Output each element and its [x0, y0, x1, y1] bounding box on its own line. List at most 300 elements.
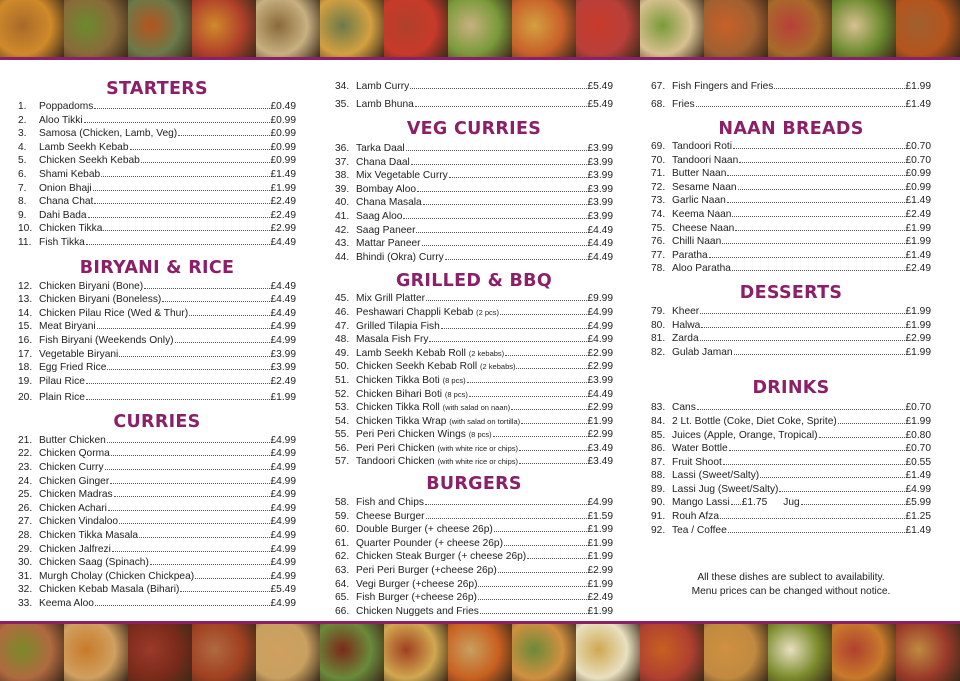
menu-item: [335, 360, 613, 374]
dot-leader: [445, 258, 587, 260]
dot-leader: [105, 468, 270, 470]
dot-leader: [410, 87, 586, 89]
item-number: 52.: [335, 388, 350, 400]
item-name: Juices (Apple, Orange, Tropical): [672, 429, 818, 441]
menu-item: [18, 154, 296, 168]
item-price: £1.99: [905, 236, 931, 248]
dot-leader: [480, 612, 587, 614]
price-change-note: Menu prices can be changed without notice.: [691, 586, 891, 598]
item-number: 63.: [335, 565, 350, 577]
menu-item: [651, 483, 931, 497]
item-price: £2.49: [270, 375, 296, 387]
dot-leader: [519, 462, 586, 464]
menu-item: [651, 456, 931, 470]
dot-leader: [527, 557, 586, 559]
item-number: 33.: [18, 598, 33, 609]
item-price: £1.99: [270, 392, 296, 404]
menu-item: [18, 461, 296, 475]
item-price: £4.49: [270, 307, 296, 319]
dot-leader: [88, 216, 270, 218]
food-photo-strip-bottom: [0, 621, 960, 681]
item-number: 34.: [335, 81, 350, 92]
menu-item: [18, 556, 296, 570]
item-name: Plain Rice: [39, 392, 85, 404]
menu-item: [335, 578, 613, 592]
item-number: 13.: [18, 294, 33, 306]
item-price: £1.99: [587, 524, 613, 536]
menu-item: [651, 181, 931, 195]
menu-item: [335, 96, 613, 114]
item-price: £0.99: [270, 114, 296, 126]
dot-leader: [150, 563, 270, 565]
menu-item: [651, 222, 931, 236]
item-number: 41.: [335, 210, 350, 222]
item-price: £2.99: [587, 429, 613, 441]
item-name: Chicken Biryani (Bone): [39, 280, 144, 292]
item-price: £3.99: [587, 170, 613, 182]
dot-leader: [112, 550, 270, 552]
drinks-list-b: [651, 510, 931, 537]
item-note: (with salad on naan): [442, 403, 511, 413]
item-name: Paratha: [672, 249, 708, 261]
menu-item: [18, 475, 296, 489]
food-photo: [896, 624, 960, 681]
item-name: Cans: [672, 402, 696, 414]
item-name: Meat Biryani: [39, 321, 96, 333]
dot-leader: [93, 189, 270, 191]
desserts-list: [651, 305, 931, 359]
menu-item: [335, 196, 613, 210]
dot-leader: [411, 163, 587, 165]
menu-item: [18, 434, 296, 448]
menu-item: [18, 375, 296, 389]
dot-leader: [696, 105, 905, 107]
item-number: 42.: [335, 224, 350, 236]
item-price: £0.55: [905, 456, 931, 468]
item-price: £0.99: [270, 155, 296, 167]
item-price: £3.99: [270, 362, 296, 374]
item-price: £1.49: [270, 168, 296, 180]
item-name: Chicken Tikka Roll (with salad on naan): [356, 402, 511, 414]
item-name: Murgh Cholay (Chicken Chickpea): [39, 570, 195, 582]
menu-item: [18, 114, 296, 128]
food-photo: [576, 624, 640, 681]
curries-list-continued: [335, 78, 613, 114]
item-price: £1.99: [905, 346, 931, 358]
menu-item: [335, 605, 613, 619]
item-number: 58.: [335, 497, 350, 509]
dot-leader: [95, 604, 270, 606]
item-price: £4.99: [270, 557, 296, 569]
item-number: 22.: [18, 448, 33, 460]
item-price: £2.99: [587, 402, 613, 414]
item-price: £3.99: [587, 197, 613, 209]
item-name: Butter Naan: [672, 168, 727, 180]
dot-leader: [732, 269, 905, 271]
item-number: 3.: [18, 128, 27, 140]
item-name: Samosa (Chicken, Lamb, Veg): [39, 128, 178, 140]
menu-item: [651, 415, 931, 429]
item-number: 84.: [651, 415, 666, 427]
item-name: Zarda: [672, 333, 699, 345]
item-name: Chicken Jalfrezi: [39, 543, 111, 555]
dot-leader: [108, 509, 270, 511]
item-number: 18.: [18, 362, 33, 374]
item-note: (8 pcs): [468, 430, 492, 440]
item-price: £1.49: [905, 249, 931, 261]
menu-item: [335, 292, 613, 306]
grilled-list: [335, 292, 613, 469]
food-photo: [448, 624, 512, 681]
item-number: 8.: [18, 196, 27, 208]
food-photo: [448, 0, 512, 57]
dot-leader: [162, 300, 269, 302]
food-photo: [64, 0, 128, 57]
item-number: 68.: [651, 99, 666, 110]
dot-leader: [94, 202, 269, 204]
item-number: 88.: [651, 470, 666, 482]
dot-leader: [139, 536, 269, 538]
menu-item: [651, 401, 931, 415]
item-price: £4.99: [270, 334, 296, 346]
item-name: Fries: [672, 99, 695, 110]
item-number: 5.: [18, 155, 27, 167]
item-number: 43.: [335, 238, 350, 250]
dot-leader: [180, 590, 269, 592]
menu-item: [335, 224, 613, 238]
item-price: £1.59: [587, 510, 613, 522]
item-number: 29.: [18, 543, 33, 555]
dot-leader: [727, 201, 905, 203]
item-name: Keema Naan: [672, 208, 732, 220]
dot-leader: [774, 87, 904, 89]
item-name: Saag Aloo: [356, 210, 403, 222]
menu-item: [651, 208, 931, 222]
dot-leader: [727, 174, 904, 176]
item-price: £3.49: [587, 442, 613, 454]
menu-item: [18, 293, 296, 307]
food-photo: [704, 624, 768, 681]
item-number: 65.: [335, 592, 350, 604]
item-price: £1.49: [905, 470, 931, 482]
food-photo: [0, 624, 64, 681]
item-name: Fish and Chips: [356, 497, 424, 509]
dot-leader: [738, 188, 905, 190]
item-price: £3.99: [587, 183, 613, 195]
dot-leader: [500, 313, 587, 315]
dot-leader: [467, 381, 587, 383]
item-number: 66.: [335, 605, 350, 617]
item-name: Keema Aloo: [39, 598, 94, 609]
menu-item: [335, 210, 613, 224]
item-number: 46.: [335, 306, 350, 318]
item-number: 35.: [335, 99, 350, 110]
item-price: £5.49: [270, 584, 296, 596]
dot-leader: [101, 175, 269, 177]
item-number: 61.: [335, 537, 350, 549]
starters-list: [18, 100, 296, 250]
item-price: £2.99: [587, 347, 613, 359]
item-number: 51.: [335, 374, 350, 386]
item-name: Chicken Seekh Kebab: [39, 155, 140, 167]
menu-item: [18, 127, 296, 141]
item-price: £5.49: [587, 99, 613, 110]
menu-item: [335, 510, 613, 524]
dot-leader: [114, 495, 270, 497]
dot-leader: [425, 503, 587, 505]
section-title-naan-breads: NAAN BREADS: [718, 119, 864, 139]
dot-leader: [189, 314, 269, 316]
item-price: £4.99: [270, 489, 296, 501]
item-name: Peri Peri Chicken Wings (8 pcs): [356, 429, 492, 441]
item-number: 47.: [335, 320, 350, 332]
item-name: Chicken Tikka Masala: [39, 530, 139, 542]
dot-leader: [94, 107, 269, 109]
dot-leader: [449, 176, 587, 178]
menu-item: [651, 262, 931, 276]
item-price: £4.99: [905, 483, 931, 495]
item-number: 25.: [18, 489, 33, 501]
item-name: Gulab Jaman: [672, 346, 733, 358]
item-number: 50.: [335, 361, 350, 373]
item-number: 49.: [335, 347, 350, 359]
dot-leader: [700, 339, 905, 341]
item-number: 69.: [651, 141, 666, 152]
item-name: Lassi (Sweet/Salty): [672, 470, 760, 482]
menu-item: [18, 570, 296, 584]
menu-item: [335, 442, 613, 456]
menu-item: [18, 447, 296, 461]
menu-item: [335, 428, 613, 442]
item-price: £9.99: [587, 293, 613, 305]
dot-leader: [426, 299, 586, 301]
menu-item: [18, 195, 296, 209]
item-name: Fish Fingers and Fries: [672, 81, 774, 92]
item-name: Cheese Burger: [356, 510, 425, 522]
item-price: £1.99: [905, 415, 931, 427]
dot-leader: [728, 531, 905, 533]
item-name: Kheer: [672, 305, 700, 317]
item-number: 16.: [18, 334, 33, 346]
dot-leader: [422, 244, 587, 246]
item-name: Garlic Naan: [672, 195, 726, 207]
item-number: 6.: [18, 168, 27, 180]
dot-leader: [119, 522, 269, 524]
item-name: Bhindi (Okra) Curry: [356, 251, 444, 263]
item-number: 74.: [651, 208, 666, 220]
item-price: £4.99: [270, 448, 296, 460]
dot-leader: [426, 517, 587, 519]
dot-leader: [838, 422, 905, 424]
item-number: 55.: [335, 429, 350, 441]
dot-leader: [478, 585, 586, 587]
dot-leader: [493, 435, 587, 437]
item-price: £0.99: [270, 141, 296, 153]
item-number: 76.: [651, 236, 666, 248]
item-price: £1.49: [905, 524, 931, 536]
item-number: 19.: [18, 375, 33, 387]
item-number: 60.: [335, 524, 350, 536]
item-price: £4.99: [270, 434, 296, 446]
item-name: Chicken Tikka Wrap (with salad on tortilla): [356, 415, 521, 427]
menu-item: [18, 168, 296, 182]
menu-item: [18, 222, 296, 236]
item-number: 15.: [18, 321, 33, 333]
item-price: £4.99: [270, 530, 296, 542]
item-price: £2.49: [270, 209, 296, 221]
item-price: £4.99: [587, 320, 613, 332]
dot-leader: [441, 327, 587, 329]
dot-leader: [144, 287, 269, 289]
item-price: £3.99: [587, 156, 613, 168]
item-name: Peri Peri Chicken (with white rice or chips): [356, 442, 518, 454]
food-photo: [192, 0, 256, 57]
item-number: 67.: [651, 81, 666, 92]
menu-item: [18, 307, 296, 321]
item-name: Rouh Afza: [672, 511, 720, 523]
item-price: £0.99: [905, 168, 931, 180]
dot-leader: [86, 382, 270, 384]
section-title-burgers: BURGERS: [426, 474, 522, 495]
item-price: £3.99: [270, 348, 296, 360]
item-name: Egg Fried Rice: [39, 362, 107, 374]
item-name: Chicken Qorma: [39, 448, 110, 460]
dot-leader: [86, 398, 270, 400]
food-photo: [576, 0, 640, 57]
menu-item: [335, 401, 613, 415]
item-number: 56.: [335, 442, 350, 454]
item-price: £4.99: [270, 516, 296, 528]
burgers-list-continued: [651, 78, 931, 114]
food-photo: [384, 624, 448, 681]
menu-item: [651, 96, 931, 114]
menu-column-1: [18, 62, 296, 611]
item-number: 11.: [18, 236, 32, 248]
item-note: (8 pcs): [442, 375, 466, 385]
menu-item: [651, 469, 931, 483]
dot-leader: [178, 134, 269, 136]
dot-leader: [469, 395, 587, 397]
item-name: Fish Tikka: [39, 236, 85, 248]
item-note: (2 pcs): [476, 307, 499, 317]
drinks-list-a: [651, 401, 931, 496]
item-name: Chicken Tikka: [39, 223, 103, 235]
menu-item: [651, 305, 931, 319]
menu-item: [651, 510, 931, 524]
item-price: £1.49: [905, 99, 931, 110]
item-price: £4.99: [270, 462, 296, 474]
menu-item: [335, 347, 613, 361]
item-price: £4.49: [587, 251, 613, 263]
section-title-biryani: BIRYANI & RICE: [79, 257, 235, 278]
item-number: 64.: [335, 578, 350, 590]
dot-leader: [723, 463, 905, 465]
item-price: £1.99: [905, 81, 931, 92]
dot-leader: [429, 340, 586, 342]
item-name: Saag Paneer: [356, 224, 416, 236]
menu-item: [335, 78, 613, 96]
dot-leader: [732, 215, 904, 217]
item-price: £1.99: [905, 305, 931, 317]
item-note: (with white rice or chips): [437, 457, 519, 467]
item-price: £4.99: [270, 543, 296, 555]
dot-leader: [504, 544, 587, 546]
section-title-curries: CURRIES: [113, 411, 201, 432]
item-name: Chicken Steak Burger (+ cheese 26p): [356, 551, 527, 563]
dot-leader: [107, 368, 269, 370]
food-photo: [0, 0, 64, 57]
menu-item: [651, 429, 931, 443]
item-name: Chicken Vindaloo: [39, 516, 119, 528]
menu-item: [18, 488, 296, 502]
menu-column-2: [335, 62, 613, 618]
item-price: £1.99: [587, 551, 613, 563]
item-name: Bombay Aloo: [356, 183, 417, 195]
item-price: £1.99: [905, 319, 931, 331]
item-price: £1.99: [587, 605, 613, 617]
food-photo: [256, 0, 320, 57]
biryani-list: [18, 280, 296, 405]
item-name: Water Bottle: [672, 443, 728, 455]
dot-leader: [494, 530, 587, 532]
item-number: 71.: [651, 168, 666, 180]
item-price: £3.99: [587, 143, 613, 154]
menu-item: [18, 209, 296, 223]
dot-leader: [498, 571, 587, 573]
dot-leader: [97, 327, 270, 329]
item-number: 89.: [651, 483, 666, 495]
item-number: 10.: [18, 223, 33, 235]
menu-item: [651, 346, 931, 360]
item-name: Tea / Coffee: [672, 524, 727, 536]
menu-item: [335, 550, 613, 564]
item-number: 91.: [651, 511, 666, 523]
food-photo: [384, 0, 448, 57]
menu-item: [651, 194, 931, 208]
menu-item: [651, 442, 931, 456]
menu-item: [335, 496, 613, 510]
item-number: 81.: [651, 333, 666, 345]
item-name: Tandoori Naan: [672, 154, 739, 166]
item-number: 72.: [651, 181, 666, 193]
item-name: Halwa: [672, 319, 701, 331]
dot-leader: [697, 408, 905, 410]
item-number: 36.: [335, 143, 350, 154]
item-name: Poppadoms: [39, 101, 94, 112]
item-name: Tarka Daal: [356, 143, 405, 154]
item-number: 21.: [18, 434, 33, 446]
item-price: £0.70: [905, 141, 931, 152]
menu-item: [335, 523, 613, 537]
dot-leader: [416, 231, 586, 233]
section-title-grilled-bbq: GRILLED & BBQ: [395, 271, 553, 292]
item-name: Onion Bhaji: [39, 182, 92, 194]
item-price: £4.99: [270, 321, 296, 333]
menu-item: [335, 591, 613, 605]
item-number: 20.: [18, 392, 33, 404]
item-name: Mix Grill Platter: [356, 293, 426, 305]
item-number: 83.: [651, 402, 666, 414]
food-photo: [704, 0, 768, 57]
dot-leader: [700, 312, 904, 314]
menu-item: [651, 332, 931, 346]
item-name: Chicken Bihari Boti (8 pcs): [356, 388, 468, 400]
item-number: 53.: [335, 402, 350, 414]
food-photo: [640, 0, 704, 57]
item-name: Butter Chicken: [39, 434, 106, 446]
item-number: 79.: [651, 305, 666, 317]
menu-item: [651, 249, 931, 263]
